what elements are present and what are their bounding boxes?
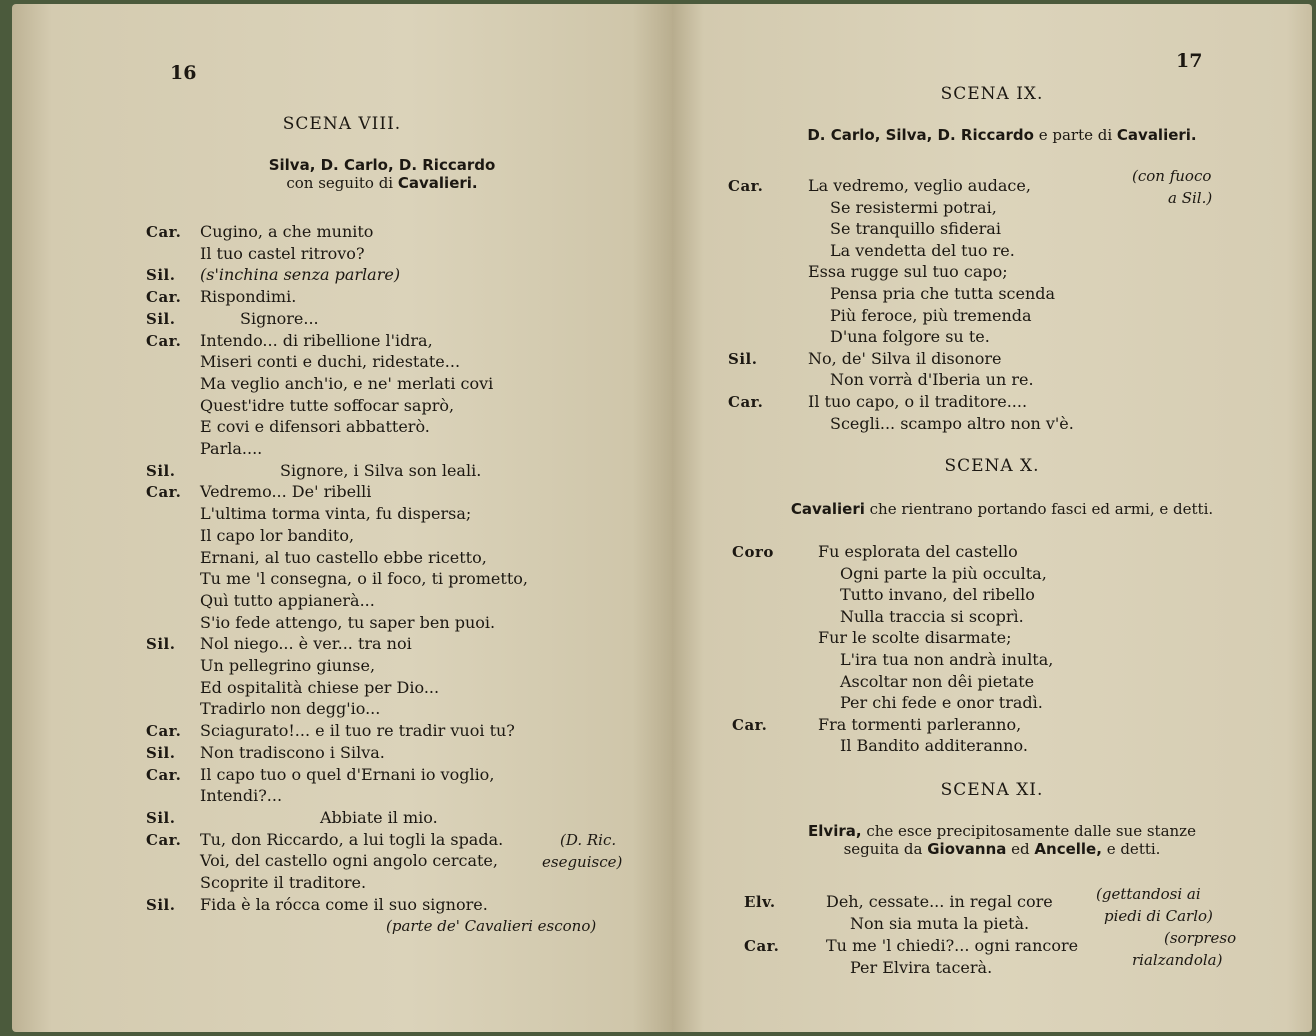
speaker-label: Car. xyxy=(728,177,764,195)
stage-direction-sorp-1: (sorpreso xyxy=(1164,929,1237,947)
verse-line: Signore... xyxy=(240,308,319,328)
verse-line: Fu esplorata del castello xyxy=(818,542,1018,561)
verse-line: L'ultima torma vinta, fu dispersa; xyxy=(200,504,472,524)
stage-direction-gett-2: piedi di Carlo) xyxy=(1104,907,1213,925)
stage-direction-fuoco-1: (con fuoco xyxy=(1132,167,1212,185)
scene-ix-cavalieri: Cavalieri. xyxy=(1116,126,1197,144)
speaker-label: Sil. xyxy=(146,266,176,285)
verse-line: Vedremo... De' ribelli xyxy=(200,482,372,502)
scene-xi-line2 xyxy=(732,840,1272,858)
verse-line: Quì tutto appianerà... xyxy=(200,590,375,610)
verse-line: Rispondimi. xyxy=(200,287,297,307)
verse-line: Ernani, al tuo castello ebbe ricetto, xyxy=(200,547,487,567)
verse-line: Se resistermi potrai, xyxy=(830,197,997,217)
scene-title-x: SCENA X. xyxy=(944,456,1040,476)
speaker-label: Car. xyxy=(146,483,182,502)
stage-direction-gett-1: (gettandosi ai xyxy=(1096,885,1201,903)
verse-line: Il tuo capo, o il traditore.... xyxy=(808,392,1028,411)
verse-line: E covi e difensori abbatterò. xyxy=(200,417,430,437)
scene-xi-plain-a: che esce precipitosamente dalle sue stanze xyxy=(861,822,1196,840)
scene-title-xi: SCENA XI. xyxy=(940,780,1044,800)
speaker-label: Sil. xyxy=(146,808,176,827)
scene-x-cavalieri: Cavalieri xyxy=(790,500,865,518)
verse-line: La vedremo, veglio audace, xyxy=(808,176,1031,195)
scene-title-ix: SCENA IX. xyxy=(940,84,1044,104)
verse-line: Fra tormenti parleranno, xyxy=(818,714,1022,734)
speaker-label: Car. xyxy=(728,393,764,411)
verse-line: Miseri conti e duchi, ridestate... xyxy=(200,352,461,372)
page-number-left: 16 xyxy=(170,62,197,84)
scene-ix-heading xyxy=(712,126,1292,144)
speaker-label: Car. xyxy=(146,722,182,741)
verse-line: Per chi fede e onor tradì. xyxy=(840,693,1043,713)
scene-viii-heading xyxy=(192,156,572,192)
verse-line: Pensa pria che tutta scenda xyxy=(830,284,1056,303)
subheading-bold: Cavalieri. xyxy=(397,174,478,192)
scene-ix-characters: D. Carlo, Silva, D. Riccardo xyxy=(807,126,1034,144)
scene-xi-heading xyxy=(732,822,1272,858)
speaker-label: Sil. xyxy=(146,309,176,328)
speaker-label: Car. xyxy=(146,223,182,241)
ancelle-bold: Ancelle, xyxy=(1034,840,1102,858)
verse-line: Ogni parte la più occulta, xyxy=(840,563,1047,583)
verse-line: Intendo... di ribellione l'idra, xyxy=(200,330,433,350)
speaker-label: Car. xyxy=(146,331,182,350)
stage-direction-sorp-2: rialzandola) xyxy=(1132,951,1223,969)
verse-line: Il capo lor bandito, xyxy=(200,525,355,545)
verse-line: Parla.... xyxy=(200,439,263,458)
speaker-label: Car. xyxy=(744,937,780,955)
verse-line: Tu me 'l consegna, o il foco, ti prometto, xyxy=(200,569,528,589)
stage-direction-ric-2: eseguisce) xyxy=(542,853,623,871)
speaker-label: Car. xyxy=(732,715,768,734)
speaker-label: Sil. xyxy=(146,895,176,914)
verse-line: Quest'idre tutte soffocar saprò, xyxy=(200,395,455,415)
scene-xi-line1 xyxy=(732,822,1272,840)
verse-line: Fur le scolte disarmate; xyxy=(818,628,1012,648)
verse-line: Ma veglio anch'io, e ne' merlati covi xyxy=(200,373,494,393)
speaker-label: Car. xyxy=(146,288,182,307)
verse-line: Ascoltar non dêi pietate xyxy=(840,671,1035,691)
giovanna-bold: Giovanna xyxy=(927,840,1007,858)
verse-line: Signore, i Silva son leali. xyxy=(280,460,482,480)
verse-line: Abbiate il mio. xyxy=(320,807,438,827)
verse-line: Tradirlo non degg'io... xyxy=(200,699,381,719)
verse-line: (s'inchina senza parlare) xyxy=(200,265,401,285)
verse-line: La vendetta del tuo re. xyxy=(830,240,1015,260)
speaker-label: Sil. xyxy=(728,349,758,368)
verse-line: Il Bandito additeranno. xyxy=(840,736,1028,756)
speaker-label: Coro xyxy=(732,543,774,561)
verse-line: Un pellegrino giunse, xyxy=(200,656,376,675)
speaker-label: Car. xyxy=(146,830,182,849)
subheading-plain: con seguito di xyxy=(286,174,398,192)
verse-line: L'ira tua non andrà inulta, xyxy=(840,650,1054,669)
stage-direction-exit: (parte de' Cavalieri escono) xyxy=(386,917,597,935)
verse-line: Se tranquillo sfiderai xyxy=(830,219,1001,239)
verse-line: S'io fede attengo, tu saper ben puoi. xyxy=(200,612,496,632)
verse-line: No, de' Silva il disonore xyxy=(808,348,1002,368)
verse-line: Intendi?... xyxy=(200,786,283,806)
verse-line: Non tradiscono i Silva. xyxy=(200,742,385,762)
speaker-label: Car. xyxy=(146,765,182,784)
page-number-right: 17 xyxy=(1176,50,1203,72)
speaker-label: Sil. xyxy=(146,743,176,762)
left-page xyxy=(12,4,672,1032)
verse-line: Voi, del castello ogni angolo cercate, xyxy=(200,851,498,871)
elvira-bold: Elvira, xyxy=(808,822,862,840)
verse-line: Scoprite il traditore. xyxy=(200,873,367,892)
scene-xi-plain-c: ed xyxy=(1006,840,1035,858)
right-page xyxy=(672,4,1312,1032)
verse-line: Più feroce, più tremenda xyxy=(830,305,1032,325)
verse-line: Per Elvira tacerà. xyxy=(850,958,993,977)
verse-line: Scegli... scampo altro non v'è. xyxy=(830,413,1074,433)
scene-viii-subheading xyxy=(192,174,572,192)
verse-line: Nulla traccia si scoprì. xyxy=(840,606,1024,626)
speaker-label: Sil. xyxy=(146,461,176,480)
scene-ix-plain: e parte di xyxy=(1033,126,1117,144)
verse-line: D'una folgore su te. xyxy=(830,327,990,347)
verse-line: Tu, don Riccardo, a lui togli la spada. xyxy=(200,829,504,849)
verse-line: Deh, cessate... in regal core xyxy=(826,892,1053,911)
scene-x-plain: che rientrano portando fasci ed armi, e detti. xyxy=(864,500,1214,518)
verse-line: Il capo tuo o quel d'Ernani io voglio, xyxy=(200,764,495,784)
speaker-label: Sil. xyxy=(146,635,176,654)
verse-line: Essa rugge sul tuo capo; xyxy=(808,262,1008,282)
verse-line: Il tuo castel ritrovo? xyxy=(200,243,365,263)
scene-xi-plain-b: seguita da xyxy=(843,840,928,858)
verse-line: Non sia muta la pietà. xyxy=(850,914,1030,933)
scene-xi-plain-d: e detti. xyxy=(1101,840,1161,858)
scene-title-viii: SCENA VIII. xyxy=(282,114,402,134)
verse-line: Sciagurato!... e il tuo re tradir vuoi tu? xyxy=(200,721,515,741)
verse-line: Nol niego... è ver... tra noi xyxy=(200,634,412,654)
stage-direction-fuoco-2: a Sil.) xyxy=(1168,189,1213,207)
verse-line: Non vorrà d'Iberia un re. xyxy=(830,370,1034,390)
scene-x-heading xyxy=(712,500,1292,518)
verse-line: Ed ospitalità chiese per Dio... xyxy=(200,677,440,697)
verse-line: Tutto invano, del ribello xyxy=(840,585,1035,605)
speaker-label: Elv. xyxy=(744,893,776,911)
scene-viii-characters: Silva, D. Carlo, D. Riccardo xyxy=(268,156,496,174)
stage-direction-ric-1: (D. Ric. xyxy=(560,831,617,849)
verse-line: Cugino, a che munito xyxy=(200,222,374,241)
verse-line: Tu me 'l chiedi?... ogni rancore xyxy=(826,936,1079,955)
verse-line: Fida è la rócca come il suo signore. xyxy=(200,894,488,914)
